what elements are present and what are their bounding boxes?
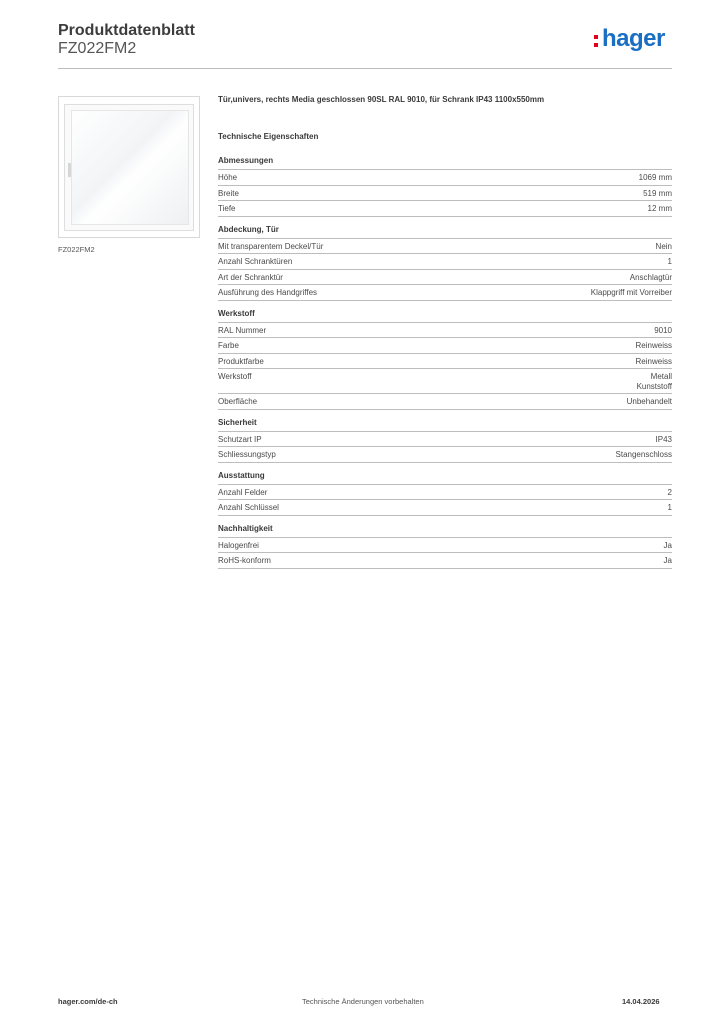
property-value bbox=[654, 326, 672, 336]
property-value-line: Reinweiss bbox=[635, 356, 672, 366]
property-label: Höhe bbox=[218, 173, 238, 182]
product-image bbox=[58, 96, 200, 238]
property-label: Art der Schranktür bbox=[218, 272, 283, 282]
property-row bbox=[218, 270, 672, 286]
property-section bbox=[218, 156, 672, 217]
door-illustration-icon bbox=[64, 104, 194, 231]
property-value bbox=[656, 242, 672, 252]
property-value bbox=[639, 173, 672, 183]
property-value bbox=[648, 204, 672, 214]
section-title: Sicherheit bbox=[218, 418, 672, 432]
property-section bbox=[218, 309, 672, 410]
property-label: Breite bbox=[218, 188, 239, 198]
property-label: RoHS-konform bbox=[218, 556, 271, 565]
property-row bbox=[218, 239, 672, 255]
property-label: Anzahl Schranktüren bbox=[218, 257, 293, 266]
property-row bbox=[218, 369, 672, 394]
property-value-line: Klappgriff mit Vorreiber bbox=[590, 288, 672, 297]
property-section bbox=[218, 418, 672, 463]
property-label: Schutzart IP bbox=[218, 434, 262, 444]
property-value-line: Kunststoff bbox=[636, 381, 672, 391]
property-value bbox=[636, 357, 672, 367]
property-sections bbox=[218, 156, 672, 569]
property-value-line: Reinweiss bbox=[635, 341, 672, 350]
property-row bbox=[218, 201, 672, 217]
property-section bbox=[218, 524, 672, 569]
footer-notice: Technische Änderungen vorbehalten bbox=[302, 997, 424, 1006]
header-divider bbox=[58, 68, 672, 69]
property-value bbox=[664, 541, 672, 551]
property-value bbox=[591, 288, 672, 298]
property-value bbox=[656, 435, 672, 445]
section-title: Abmessungen bbox=[218, 156, 672, 170]
footer-date: 14.04.2026 bbox=[622, 997, 660, 1006]
property-row bbox=[218, 447, 672, 463]
property-row bbox=[218, 285, 672, 301]
property-value-line: Ja bbox=[663, 556, 672, 565]
property-value-line: 519 mm bbox=[643, 188, 672, 198]
property-label: Produktfarbe bbox=[218, 356, 264, 366]
property-value-line: 12 mm bbox=[647, 204, 672, 213]
logo-text: hager bbox=[602, 25, 665, 52]
logo-dots-icon bbox=[594, 35, 598, 51]
property-label: Halogenfrei bbox=[218, 540, 259, 550]
property-value bbox=[643, 189, 672, 199]
section-title: Nachhaltigkeit bbox=[218, 524, 672, 538]
hager-logo bbox=[594, 25, 674, 56]
property-row bbox=[218, 500, 672, 516]
property-row bbox=[218, 186, 672, 202]
property-label: Ausführung des Handgriffes bbox=[218, 288, 318, 297]
section-title: Werkstoff bbox=[218, 309, 672, 323]
property-row bbox=[218, 254, 672, 270]
property-label: Schliessungstyp bbox=[218, 450, 276, 459]
property-row bbox=[218, 170, 672, 186]
property-label: Anzahl Schlüssel bbox=[218, 503, 279, 512]
property-value-line: 2 bbox=[667, 487, 672, 497]
property-label: Oberfläche bbox=[218, 397, 258, 406]
property-label: Tiefe bbox=[218, 204, 236, 213]
property-section bbox=[218, 471, 672, 516]
footer-website: hager.com/de-ch bbox=[58, 997, 118, 1006]
property-value bbox=[616, 450, 672, 460]
property-value-line: Metall bbox=[650, 372, 672, 381]
property-value-line: Unbehandelt bbox=[626, 397, 672, 406]
document-title: Produktdatenblatt bbox=[58, 22, 195, 39]
property-value bbox=[627, 397, 672, 407]
property-row bbox=[218, 485, 672, 501]
image-caption: FZ022FM2 bbox=[58, 245, 95, 254]
property-value-line: 1069 mm bbox=[638, 173, 672, 182]
property-value-line: IP43 bbox=[655, 434, 672, 444]
property-row bbox=[218, 394, 672, 410]
property-row bbox=[218, 338, 672, 354]
property-value bbox=[668, 257, 672, 267]
property-value bbox=[630, 273, 672, 283]
property-value-line: Anschlagtür bbox=[629, 272, 672, 282]
property-row bbox=[218, 323, 672, 339]
property-section bbox=[218, 225, 672, 301]
property-value-line: Ja bbox=[663, 540, 672, 550]
property-value-line: Stangenschloss bbox=[615, 450, 672, 459]
property-label: Anzahl Felder bbox=[218, 487, 268, 497]
property-label: Mit transparentem Deckel/Tür bbox=[218, 241, 324, 251]
property-value bbox=[664, 556, 672, 566]
property-value-line: 1 bbox=[667, 257, 672, 266]
property-value bbox=[636, 341, 672, 351]
property-row bbox=[218, 354, 672, 370]
technical-properties-heading: Technische Eigenschaften bbox=[218, 132, 319, 141]
property-value-line: Nein bbox=[655, 241, 672, 251]
property-label: Farbe bbox=[218, 341, 239, 350]
property-row bbox=[218, 432, 672, 448]
property-value bbox=[637, 372, 672, 391]
product-details bbox=[218, 95, 672, 569]
product-code: FZ022FM2 bbox=[58, 40, 137, 57]
property-value-line: 1 bbox=[667, 503, 672, 512]
property-row bbox=[218, 553, 672, 569]
property-value-line: 9010 bbox=[654, 325, 672, 335]
property-row bbox=[218, 538, 672, 554]
property-value bbox=[668, 488, 672, 498]
property-label: Werkstoff bbox=[218, 372, 252, 381]
section-title: Ausstattung bbox=[218, 471, 672, 485]
section-title: Abdeckung, Tür bbox=[218, 225, 672, 239]
product-description: Tür,univers, rechts Media geschlossen 90SL RAL 9010, für Schrank IP43 1100x550mm bbox=[218, 95, 545, 104]
property-value bbox=[668, 503, 672, 513]
property-label: RAL Nummer bbox=[218, 325, 267, 335]
